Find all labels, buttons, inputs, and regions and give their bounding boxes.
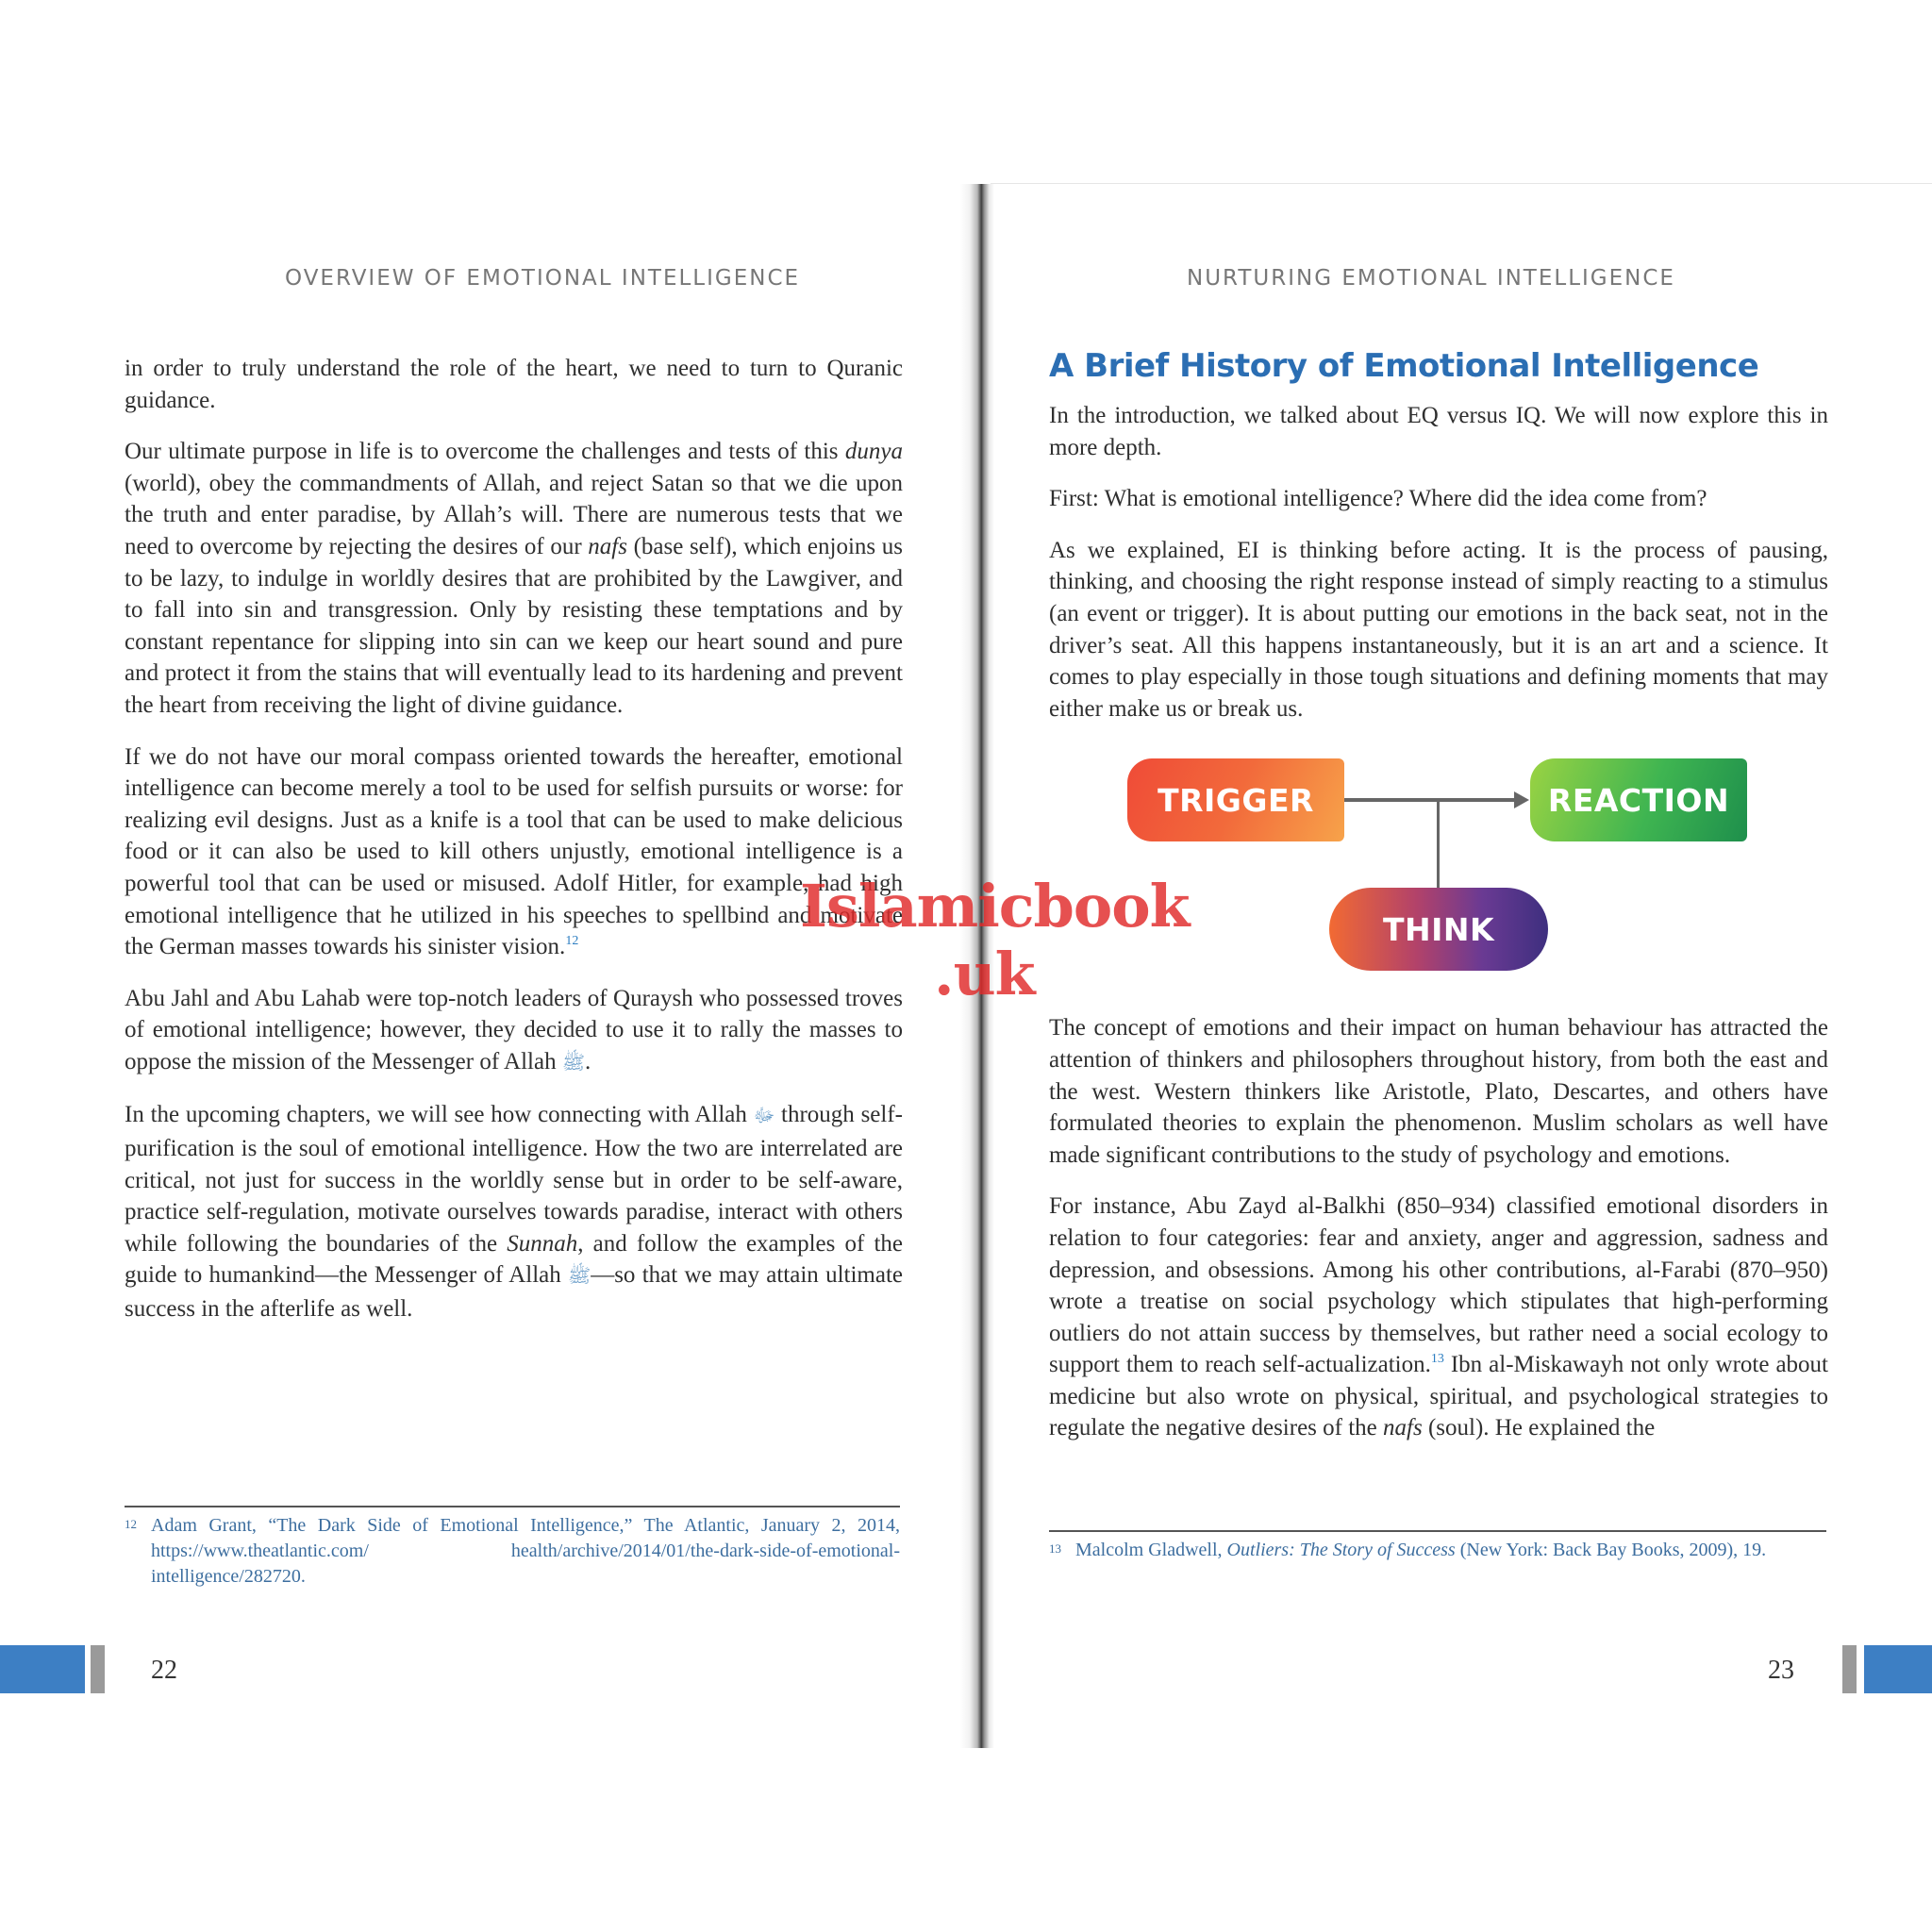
left-page-body xyxy=(125,353,903,1345)
book-title: Outliers: The Story of Success xyxy=(1226,1540,1456,1560)
footnote-divider xyxy=(1049,1530,1826,1532)
paragraph: in order to truly understand the role of the heart, we need to turn to Quranic guidance. xyxy=(125,356,903,413)
paragraph: As we explained, EI is thinking before acting. It is the process of pausing, thinking, and choosing the right response instead of simply reacting to a stimulus (an event or trigger). It is about putting our emotions in the back seat, not in the driver’s seat. All this happens instantaneously, but it is an art and a science. It comes to play especially in those tough situations and defining moments that may either make us or break us. xyxy=(1049,537,1828,722)
paragraph: In the upcoming chapters, we will see how connecting with Allah ﷻ through self-purification is the soul of emotional intelligence. How the two are interrelated are critical, not just for success in the worldly sense but in order to be self-aware, practice self-regulation, motivate ourselves towards paradise, interact with others while following the boundaries of the Sunnah, and follow the examples of the guide to humankind—the Messenger of Allah ﷺ—so that we may attain ultimate success in the afterlife as well. xyxy=(125,1102,903,1323)
footnote: 13 Malcolm Gladwell, Outliers: The Story of Success (New York: Back Bay Books, 2009), 19. xyxy=(1049,1538,1826,1563)
arrow-head-icon xyxy=(1514,791,1529,808)
running-head-left: OVERVIEW OF EMOTIONAL INTELLIGENCE xyxy=(285,266,801,291)
page-tab-blue xyxy=(0,1645,85,1693)
paragraph: In the introduction, we talked about EQ versus IQ. We will now explore this in more depth. xyxy=(1049,403,1828,460)
trigger-box: TRIGGER xyxy=(1127,758,1344,841)
watermark-line-1: Islamicbook xyxy=(800,872,1190,941)
page-number-right: 23 xyxy=(1768,1656,1794,1685)
page-tab-gray xyxy=(91,1645,105,1693)
reaction-box: REACTION xyxy=(1530,758,1747,841)
italic-term: Sunnah xyxy=(507,1230,578,1257)
running-head-right: NURTURING EMOTIONAL INTELLIGENCE xyxy=(1187,266,1675,291)
footnote xyxy=(125,1513,900,1590)
footnote-number: 12 xyxy=(125,1517,137,1531)
footnote-number: 13 xyxy=(1049,1541,1061,1556)
paragraph: For instance, Abu Zayd al-Balkhi (850–934) classified emotional disorders in relation to four categories: fear and anxiety, anger and aggression, sadness and depression, and obsessions. Among his other contributions, al-Farabi (870–950) wrote a treatise on social psychology which stipulates that high-performing outliers do not attain success by themselves, but rather need a social ecology to support them to reach self-actualization.$^{13}$ Ibn al-Miskawayh not only wrote about medicine but also wrote on physical, spiritual, and psychological strategies to regulate the negative desires of the nafs (soul). He explained the xyxy=(1049,1193,1828,1441)
paragraph: Abu Jahl and Abu Lahab were top-notch leaders of Quraysh who possessed troves of emotional intelligence; however, they decided to use it to rally the masses to oppose the mission of the Messenger of Allah ﷺ. xyxy=(125,985,903,1074)
footnote-divider xyxy=(125,1506,900,1507)
italic-term: nafs xyxy=(588,533,627,559)
page-number-left: 22 xyxy=(151,1656,177,1685)
footnote-reference[interactable]: 12 xyxy=(565,934,579,949)
connector-line xyxy=(1437,800,1440,888)
honorific-glyph: ﷺ xyxy=(561,1052,585,1074)
footnote-reference[interactable]: 13 xyxy=(1430,1352,1444,1367)
paragraph: Our ultimate purpose in life is to overcome the challenges and tests of this dunya (world), obey the commandments of Allah, and reject Satan so that we die upon the truth and enter paradise, by Allah’s will. There are numerous tests that we need to overcome by rejecting the desires of our nafs (base self), which enjoins us to be lazy, to indulge in worldly desires that are prohibited by the Lawgiver, and to fall into sin and transgression. Only by resisting these temptations and by constant repentance for slipping into sin can we keep our heart sound and pure and protect it from the stains that will eventually lead to its hardening and prevent the heart from receiving the light of divine guidance. xyxy=(125,439,903,718)
italic-term: dunya xyxy=(844,439,903,465)
paragraph: First: What is emotional intelligence? Where did the idea come from? xyxy=(1049,486,1707,512)
footnote-text[interactable]: Adam Grant, “The Dark Side of Emotional Intelligence,” The Atlantic, January 2, 2014, https://www.theatlantic.com/ health/archive/2014/01/the-dark-side-of-emotional-intelligence/282720. xyxy=(151,1515,900,1587)
watermark-line-2: .uk xyxy=(934,940,1035,1008)
page-edge-line xyxy=(991,183,1932,184)
connector-line xyxy=(1344,798,1519,802)
section-title: A Brief History of Emotional Intelligence xyxy=(1049,347,1759,385)
italic-term: nafs xyxy=(1383,1415,1423,1441)
think-box: THINK xyxy=(1329,888,1548,971)
page-tab-blue xyxy=(1864,1645,1932,1693)
paragraph: The concept of emotions and their impact on human behaviour has attracted the attention of thinkers and philosophers throughout history, from both the east and the west. Western thinkers like Aristotle, Plato, Descartes, and others have formulated theories to explain the phenomenon. Muslim scholars as well have made significant contributions to the study of psychology and emotions. xyxy=(1049,1015,1828,1168)
honorific-glyph: ﷺ xyxy=(568,1266,591,1288)
page-tab-gray xyxy=(1842,1645,1857,1693)
paragraph: If we do not have our moral compass oriented towards the hereafter, emotional intelligence can become merely a tool to be used for selfish pursuits or worse: for realizing evil designs. Just as a knife is a tool that can be used to make delicious food or it can also be used to kill others unjustly, emotional intelligence is a powerful tool that can be used or misused. Adolf Hitler, for example, had high emotional intelligence that he utilized in his speeches to spellbind and motivate the German masses towards his sinister vision.$^{12}$ xyxy=(125,743,903,960)
honorific-glyph: ﷻ xyxy=(753,1106,775,1127)
